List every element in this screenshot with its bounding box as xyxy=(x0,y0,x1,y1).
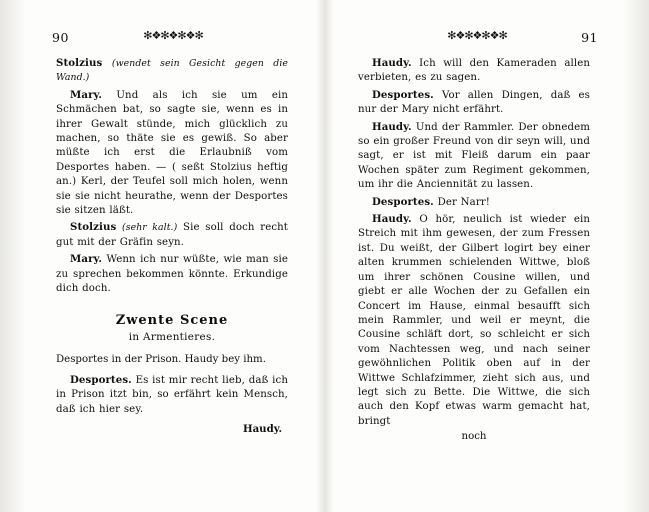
stage-direction: (sehr kalt.) xyxy=(122,222,178,234)
scene-subtitle: in Armentieres. xyxy=(128,330,216,343)
scene-heading xyxy=(56,313,288,343)
page-edge-shadow-left xyxy=(0,0,26,512)
ornament-left: ✻❖✻❖✻❖✻ xyxy=(143,29,203,42)
speech-text: Vor allen Dingen, daß es nur der Mary nicht erfährt. xyxy=(358,89,590,116)
speech-text: Und als ich sie um ein Schmächen bat, so sagte sie, wenn es in ihrer Gewalt stünde, mich glücklich zu machen, so thäte sie es gewiß. So aber müßte ich erst die Erlaubniß vom Desportes haben. — ( seßt Stolzius heftig an.) Kerl, der Teufel soll mich holen, wenn sie sie nicht heurathe, wenn der Desportes sie sitzen läßt. xyxy=(56,89,288,217)
speaker-name: Stolzius xyxy=(70,221,117,234)
speech-block xyxy=(56,220,288,250)
speaker-name: Desportes. xyxy=(372,88,434,101)
speech-block xyxy=(358,88,590,118)
speech-block xyxy=(358,120,590,193)
speech-text: Wenn ich nur wüßte, wie man sie zu sprechen bekommen könnte. Erkundige dich doch. xyxy=(56,254,288,295)
speech-text: Und der Rammler. Der obnedem so ein großer Freund von dir seyn will, und sagt, er ist mit Fleiß darum ein paar Wochen später zum Regiment gekommen, um ihr die Anciennität zu lassen. xyxy=(358,121,590,191)
ornament-right: ✻❖✻❖✻❖✻ xyxy=(447,29,507,42)
left-page-text-column xyxy=(56,56,288,435)
left-page-header xyxy=(30,30,316,56)
page-number-left: 90 xyxy=(52,30,69,45)
left-page xyxy=(30,0,316,512)
book-gutter xyxy=(316,0,334,512)
speech-block xyxy=(358,195,590,210)
page-number-right: 91 xyxy=(581,30,598,45)
speech-text: O hör, neulich ist wieder ein Streich mit ihm gewesen, der zum Fressen ist. Du weißt, der Gilbert logirt bey einer alten krummen schielenden Wittwe, bloß um ihrer schönen Cousine willen, und giebt er alle Wochen der zu Gefallen ein Concert im Hause, einmal besaufft sich mein Rammler, und weil er meynt, die Cousine schläft dort, so schleicht er sich vom Nachtessen weg, und nach seiner gewöhnlichen Politik oben auf in der Wittwe Schlafzimmer, zieht sich aus, und legt sich zu Bette. Die Wittwe, die sich auch den Kopf etwas warm gemacht hat, bringt xyxy=(358,214,590,427)
speaker-name: Mary. xyxy=(70,88,103,101)
speech-block xyxy=(56,88,288,219)
speech-text: Sie soll doch recht gut mit der Gräfin seyn. xyxy=(56,222,288,248)
speech-block xyxy=(358,56,590,86)
speech-block xyxy=(56,373,288,417)
tail-word-right: noch xyxy=(461,431,487,443)
speaker-name: Mary. xyxy=(70,253,103,266)
right-page-header xyxy=(334,30,620,56)
speaker-name: Haudy. xyxy=(372,120,412,133)
scene-cast-line: Desportes in der Prison. Haudy bey ihm. xyxy=(56,353,266,365)
speaker-name: Desportes. xyxy=(70,373,132,386)
speaker-name: Desportes. xyxy=(372,195,434,208)
right-page-text-column xyxy=(358,56,590,442)
speaker-name: Haudy. xyxy=(372,57,412,69)
speaker-name: Stolzius xyxy=(56,57,103,69)
speech-block xyxy=(358,212,590,429)
speech-text: Es ist mir recht lieb, daß ich in Prison itzt bin, so erfährt kein Mensch, daß ich hier sey. xyxy=(56,374,288,415)
speaker-name: Haudy. xyxy=(372,213,412,226)
speech-block xyxy=(56,56,288,86)
scene-title: Zwente Scene xyxy=(115,312,229,328)
catchword-left: Haudy. xyxy=(242,423,282,436)
speech-block xyxy=(56,252,288,296)
speech-text: Der Narr! xyxy=(437,196,490,208)
right-page xyxy=(334,0,620,512)
stage-direction: (wendet sein Gesicht gegen die Wand.) xyxy=(56,58,288,84)
page-edge-shadow-right xyxy=(623,0,649,512)
speech-text: Ich will den Kameraden allen verbieten, es zu sagen. xyxy=(358,58,591,84)
